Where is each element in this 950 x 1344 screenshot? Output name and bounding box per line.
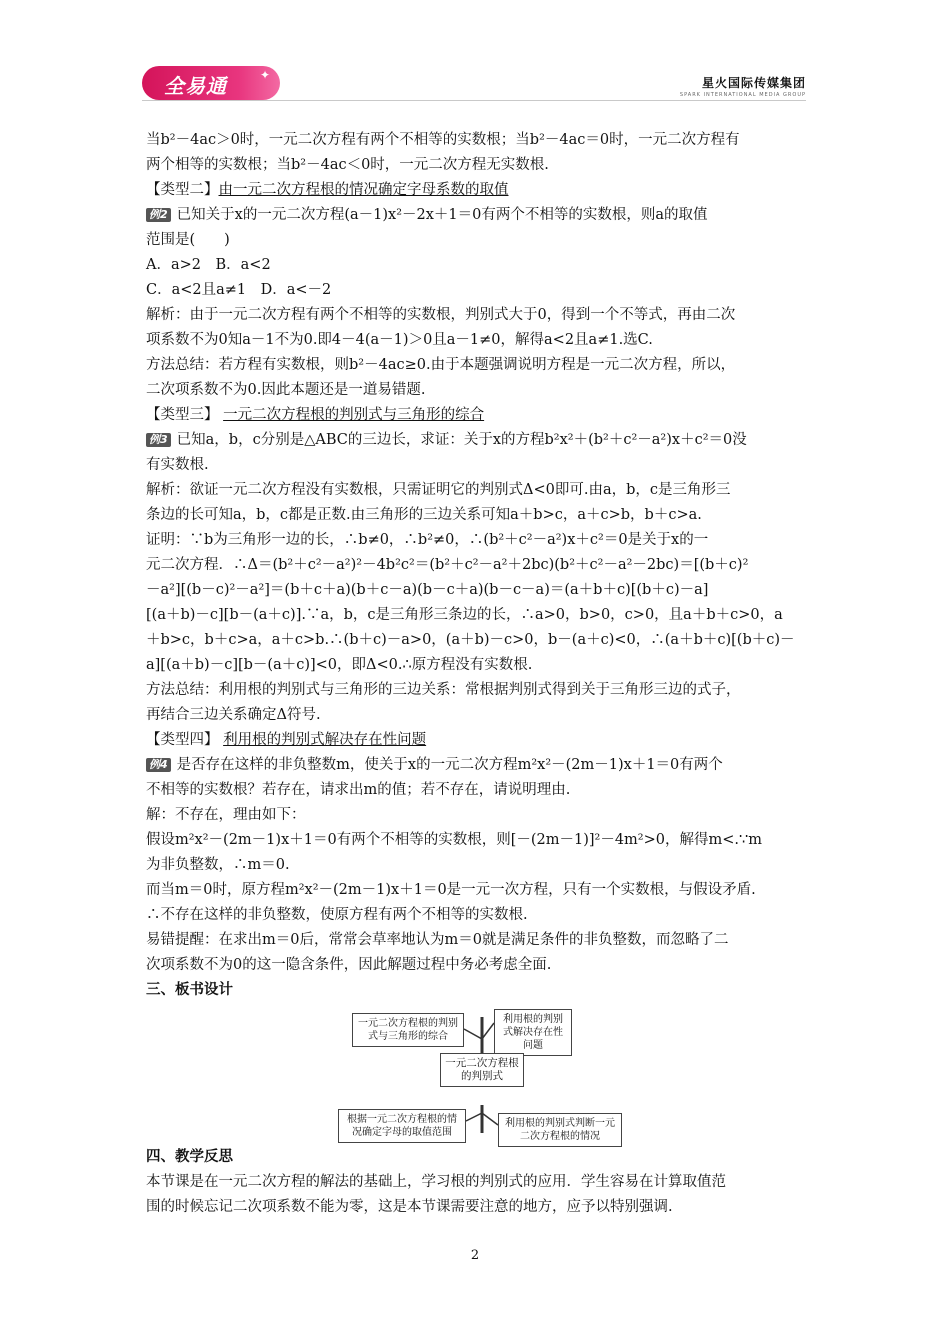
- page-number: 2: [470, 1248, 480, 1263]
- question-text: 已知a，b，c分别是△ABC的三边长，求证：关于x的方程b²x²＋(b²＋c²－a²)x＋c²＝0没: [176, 432, 747, 448]
- analysis-line: 项系数不为0知a－1不为0.即4－4(a－1)＞0且a－1≠0，解得a<2且a≠1.选C.: [146, 332, 653, 348]
- brand-name-cn: 星火国际传媒集团: [701, 76, 806, 90]
- logo: [142, 66, 280, 100]
- analysis-line: 解析：由于一元二次方程有两个不相等的实数根，判别式大于0，得到一个不等式，再由二次: [146, 307, 736, 323]
- method-line: 再结合三边关系确定Δ符号.: [146, 707, 321, 723]
- type-label: 【类型三】: [146, 407, 219, 423]
- section-heading: 三、板书设计: [146, 982, 233, 998]
- document-body: [146, 128, 810, 1220]
- node-top-left: 一元二次方程根的判别式与三角形的综合: [352, 1013, 464, 1047]
- example-tag: 例2: [146, 208, 171, 222]
- node-bottom-right: 利用根的判别式判断一元二次方程根的情况: [498, 1113, 622, 1147]
- proof-line: －a²][(b－c)²－a²]＝(b＋c＋a)(b＋c－a)(b－c＋a)(b－c－a)＝(a＋b＋c)[(b＋c)－a]: [146, 582, 709, 598]
- question-text: 范围是( ): [146, 232, 230, 248]
- proof-line: ＋b>c，b＋c>a，a＋c>b.∴(b＋c)－a>0，(a＋b)－c>0，b－(a＋c)<0，∴(a＋b＋c)[(b＋c)－: [146, 632, 795, 648]
- option-line: A．a>2 B．a<2: [146, 257, 271, 273]
- warning-line: 易错提醒：在求出m＝0后，常常会草率地认为m＝0就是满足条件的非负整数，而忽略了二: [146, 932, 729, 948]
- solution-line: 而当m＝0时，原方程m²x²－(2m－1)x＋1＝0是一元一次方程，只有一个实数根，与假设矛盾.: [146, 882, 756, 898]
- node-bottom-left: 根据一元二次方程根的情况确定字母的取值范围: [338, 1109, 466, 1143]
- method-line: 方法总结：若方程有实数根，则b²－4ac≥0.由于本题强调说明方程是一元二次方程，所以，: [146, 357, 736, 373]
- example-tag: 例3: [146, 433, 171, 447]
- intro-line: 两个相等的实数根；当b²－4ac＜0时，一元二次方程无实数根.: [146, 157, 549, 173]
- question-text: 是否存在这样的非负整数m，使关于x的一元二次方程m²x²－(2m－1)x＋1＝0有两个: [176, 757, 723, 773]
- question-text: 不相等的实数根？若存在，请求出m的值；若不存在，请说明理由.: [146, 782, 571, 798]
- proof-line: [(a＋b)－c][b－(a＋c)].∵a，b，c是三角形三条边的长，∴a>0，b>0，c>0，且a＋b＋c>0，a: [146, 607, 783, 623]
- node-center: 一元二次方程根的判别式: [440, 1053, 524, 1087]
- sparkle-icon: ✦: [260, 68, 272, 82]
- type4-heading: [146, 728, 810, 753]
- type-title: 由一元二次方程根的情况确定字母系数的取值: [218, 182, 509, 198]
- intro-line: 当b²－4ac＞0时，一元二次方程有两个不相等的实数根；当b²－4ac＝0时，一元二次方程有: [146, 132, 740, 148]
- type-title: 利用根的判别式解决存在性问题: [223, 732, 427, 748]
- type-label: 【类型四】: [146, 732, 219, 748]
- example-question: [146, 203, 810, 228]
- example-tag: 例4: [146, 758, 171, 772]
- type-title: 一元二次方程根的判别式与三角形的综合: [223, 407, 485, 423]
- example-question: [146, 753, 810, 778]
- warning-line: 次项系数不为0的这一隐含条件，因此解题过程中务必考虑全面.: [146, 957, 552, 973]
- method-line: 二次项系数不为0.因此本题还是一道易错题.: [146, 382, 426, 398]
- option-line: C．a<2且a≠1 D．a<－2: [146, 282, 332, 298]
- proof-line: a][(a＋b)－c][b－(a＋c)]<0，即Δ<0.∴原方程没有实数根.: [146, 657, 533, 673]
- type3-heading: [146, 403, 810, 428]
- solution-line: 假设m²x²－(2m－1)x＋1＝0有两个不相等的实数根，则[－(2m－1)]²－4m²>0，解得m<.∵m: [146, 832, 762, 848]
- analysis-line: 条边的长可知a，b，c都是正数.由三角形的三边关系可知a＋b>c，a＋c>b，b＋c>a.: [146, 507, 702, 523]
- board-design-diagram: [146, 1009, 810, 1141]
- branch-line: [464, 1023, 494, 1039]
- analysis-line: 解析：欲证一元二次方程没有实数根，只需证明它的判别式Δ<0即可.由a，b，c是三角形三: [146, 482, 731, 498]
- reflection-line: 围的时候忘记二次项系数不能为零，这是本节课需要注意的地方，应予以特别强调.: [146, 1199, 673, 1215]
- proof-line: 证明：∵b为三角形一边的长，∴b≠0，∴b²≠0，∴(b²＋c²－a²)x＋c²＝0是关于x的一: [146, 532, 709, 548]
- type-label: 【类型二】: [146, 182, 219, 198]
- question-text: 有实数根.: [146, 457, 209, 473]
- header-divider: [142, 100, 806, 101]
- proof-line: 元二次方程．∴Δ＝(b²＋c²－a²)²－4b²c²＝(b²＋c²－a²＋2bc)(b²＋c²－a²－2bc)＝[(b＋c)²: [146, 557, 749, 573]
- logo-text: 全易通: [164, 74, 227, 98]
- brand-name-en: SPARK INTERNATIONAL MEDIA GROUP: [679, 92, 806, 98]
- example-question: [146, 428, 810, 453]
- reflection-line: 本节课是在一元二次方程的解法的基础上，学习根的判别式的应用．学生容易在计算取值范: [146, 1174, 726, 1190]
- solution-line: ∴不存在这样的非负整数，使原方程有两个不相等的实数根.: [146, 907, 528, 923]
- type2-heading: [146, 178, 810, 203]
- solution-line: 解：不存在，理由如下：: [146, 807, 306, 823]
- method-line: 方法总结：利用根的判别式与三角形的三边关系：常根据判别式得到关于三角形三边的式子，: [146, 682, 741, 698]
- solution-line: 为非负整数，∴m＝0.: [146, 857, 290, 873]
- node-top-right: 利用根的判别式解决存在性问题: [494, 1009, 572, 1056]
- question-text: 已知关于x的一元二次方程(a－1)x²－2x＋1＝0有两个不相等的实数根，则a的取值: [176, 207, 708, 223]
- brand: [680, 74, 806, 98]
- section-heading: 四、教学反思: [146, 1149, 233, 1165]
- page-header: [142, 66, 806, 102]
